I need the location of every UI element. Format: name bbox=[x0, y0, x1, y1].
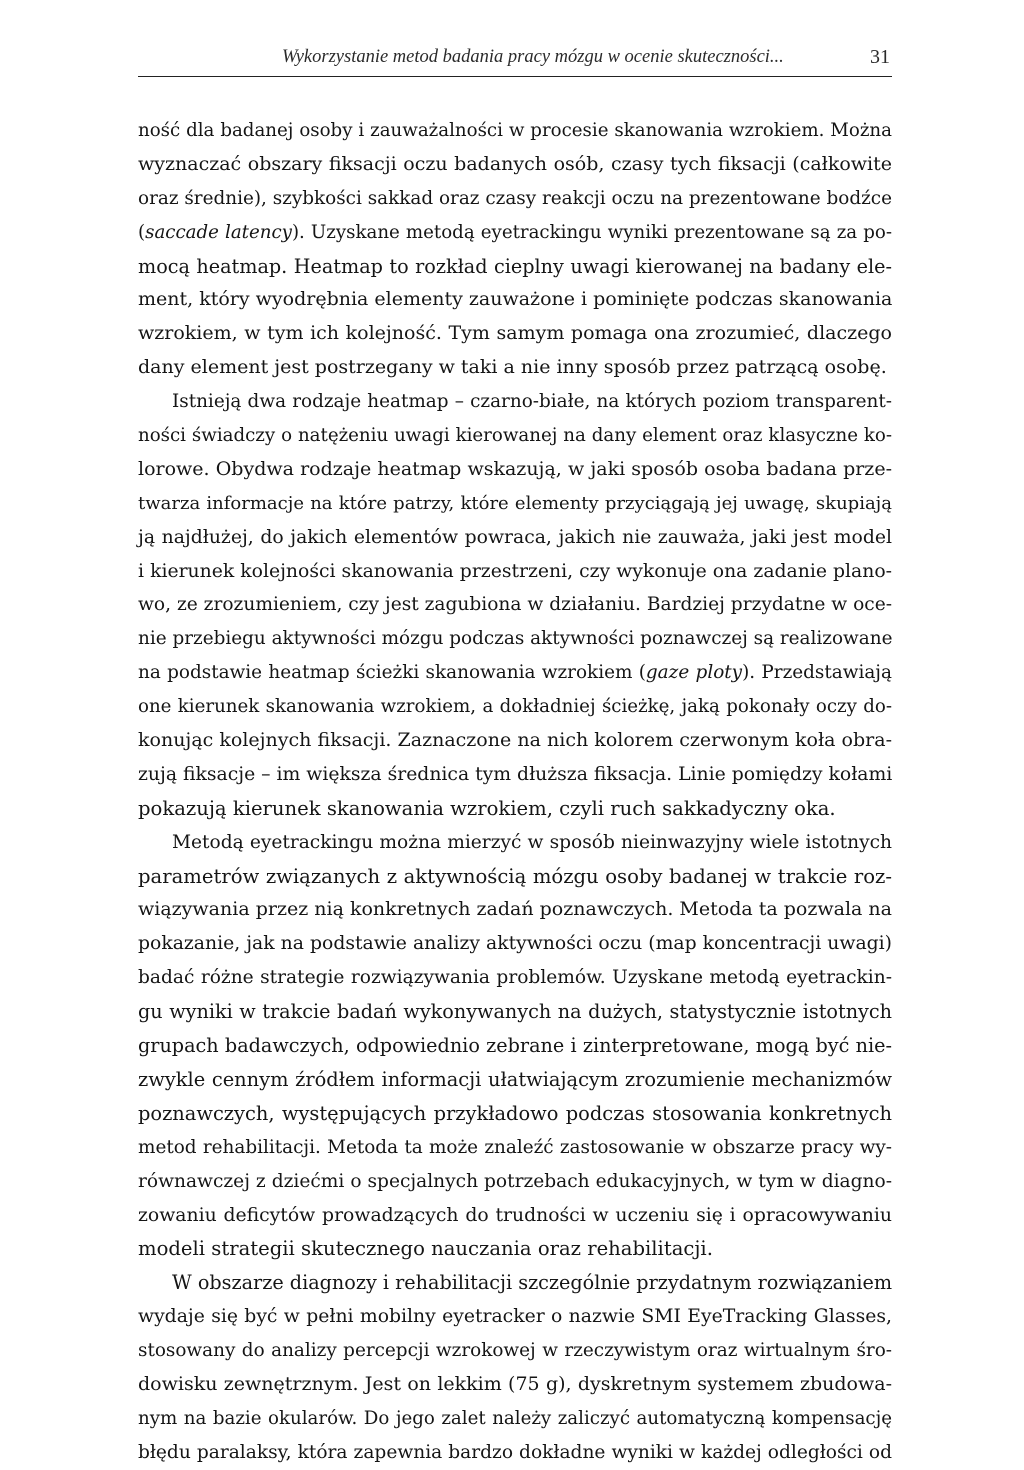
text-line: twarza informacje na które patrzy, które elementy przyciągają jej uwagę, skupiają bbox=[138, 492, 892, 514]
running-header-title: Wykorzystanie metod badania pracy mózgu w ocenie skuteczności... bbox=[282, 47, 784, 67]
paragraph bbox=[138, 385, 892, 826]
text-line: lorowe. Obydwa rodzaje heatmap wskazują, w jaki sposób osoba badana prze- bbox=[138, 457, 892, 480]
text-line: W obszarze diagnozy i rehabilitacji szczególnie przydatnym rozwiązaniem bbox=[172, 1271, 893, 1295]
text-line: Metodą eyetrackingu można mierzyć w sposób nieinwazyjny wiele istotnych bbox=[172, 831, 892, 853]
text-line bbox=[138, 656, 892, 690]
text-line: dowisku zewnętrznym. Jest on lekkim (75 g), dyskretnym systemem zbudowa- bbox=[138, 1372, 892, 1395]
text-line: badać różne strategie rozwiązywania problemów. Uzyskane metodą eyetrackin- bbox=[138, 967, 892, 989]
text-line: Istnieją dwa rodzaje heatmap – czarno-białe, na których poziom transparent- bbox=[172, 391, 892, 413]
text-line: metod rehabilitacji. Metoda ta może znaleźć zastosowanie w obszarze pracy wy- bbox=[138, 1136, 892, 1158]
text-line: ność dla badanej osoby i zauważalności w procesie skanowania wzrokiem. Można bbox=[138, 120, 892, 141]
text-segment: na podstawie heatmap ścieżki skanowania wzrokiem ( bbox=[138, 662, 646, 684]
text-line: parametrów związanych z aktywnością mózgu osoby badanej w trakcie roz- bbox=[138, 864, 892, 888]
text-line: modeli strategii skutecznego nauczania oraz rehabilitacji. bbox=[138, 1237, 713, 1261]
running-header bbox=[138, 42, 892, 77]
text-segment: ). Przedstawiają bbox=[742, 662, 892, 684]
text-segment: ). Uzyskane metodą eyetrackingu wyniki prezentowane są za po- bbox=[291, 221, 892, 243]
text-line: zwykle cennym źródłem informacji ułatwiającym zrozumienie mechanizmów bbox=[138, 1067, 892, 1091]
text-line: konując kolejnych fiksacji. Zaznaczone na nich kolorem czerwonym koła obra- bbox=[138, 729, 892, 752]
paragraph bbox=[138, 114, 892, 385]
text-line: one kierunek skanowania wzrokiem, a dokładniej ścieżkę, jaką pokonały oczy do- bbox=[138, 696, 892, 718]
text-line: wo, ze zrozumieniem, czy jest zagubiona w działaniu. Bardziej przydatne w oce- bbox=[138, 594, 892, 616]
text-line: nie przebiegu aktywności mózgu podczas aktywności poznawczej są realizowane bbox=[138, 628, 893, 650]
text-line: ment, który wyodrębnia elementy zauważone i pominięte podczas skanowania bbox=[138, 288, 893, 311]
text-line: zują fiksacje – im większa średnica tym dłuższa fiksacja. Linie pomiędzy kołami bbox=[138, 763, 893, 785]
text-line: stosowany do analizy percepcji wzrokowej w rzeczywistym oraz wirtualnym śro- bbox=[138, 1340, 892, 1362]
body-text bbox=[138, 114, 892, 1470]
text-line: błędu paralaksy, która zapewnia bardzo dokładne wyniki w każdej odległości od bbox=[138, 1441, 892, 1463]
text-segment: ( bbox=[138, 221, 146, 243]
text-line: ności świadczy o natężeniu uwagi kierowanej na dany element oraz klasyczne ko- bbox=[138, 425, 892, 447]
page-number: 31 bbox=[870, 46, 890, 68]
italic-term: gaze ploty bbox=[645, 662, 743, 684]
paragraph bbox=[138, 1266, 892, 1469]
text-line: wydaje się być w pełni mobilny eyetracker o nazwie SMI EyeTracking Glasses, bbox=[138, 1306, 892, 1328]
text-line: wzrokiem, w tym ich kolejność. Tym samym pomaga ona zrozumieć, dlaczego bbox=[138, 322, 892, 345]
text-line: wyznaczać obszary fiksacji oczu badanych osób, czasy tych fiksacji (całkowite bbox=[138, 152, 892, 175]
text-line: pokazanie, jak na podstawie analizy aktywności oczu (map koncentracji uwagi) bbox=[138, 933, 892, 955]
text-line: pokazują kierunek skanowania wzrokiem, czyli ruch sakkadyczny oka. bbox=[138, 796, 836, 820]
text-line bbox=[138, 216, 892, 250]
text-line: równawczej z dziećmi o specjalnych potrzebach edukacyjnych, w tym w diagno- bbox=[138, 1170, 892, 1192]
text-line: zowaniu deficytów prowadzących do trudności w uczeniu się i opracowywaniu bbox=[138, 1204, 892, 1226]
text-line: mocą heatmap. Heatmap to rozkład cieplny uwagi kierowanej na badany ele- bbox=[138, 254, 892, 278]
paragraph bbox=[138, 826, 892, 1267]
text-line: i kierunek kolejności skanowania przestrzeni, czy wykonuje ona zadanie plano- bbox=[138, 560, 892, 582]
text-line: oraz średnie), szybkości sakkad oraz czasy reakcji oczu na prezentowane bodźce bbox=[138, 187, 892, 209]
italic-term: saccade latency bbox=[145, 221, 292, 243]
text-line: nym na bazie okularów. Do jego zalet należy zaliczyć automatyczną kompensację bbox=[138, 1407, 892, 1429]
text-line: gu wyniki w trakcie badań wykonywanych na dużych, statystycznie istotnych bbox=[138, 1000, 892, 1024]
text-line: ją najdłużej, do jakich elementów powraca, jakich nie zauważa, jaki jest model bbox=[138, 526, 892, 548]
text-line: poznawczych, występujących przykładowo podczas stosowania konkretnych bbox=[138, 1101, 892, 1125]
text-line: dany element jest postrzegany w taki a nie inny sposób przez patrzącą osobę. bbox=[138, 356, 887, 379]
text-line: wiązywania przez nią konkretnych zadań poznawczych. Metoda ta pozwala na bbox=[138, 898, 892, 921]
text-line: grupach badawczych, odpowiednio zebrane i zinterpretowane, mogą być nie- bbox=[138, 1034, 892, 1058]
